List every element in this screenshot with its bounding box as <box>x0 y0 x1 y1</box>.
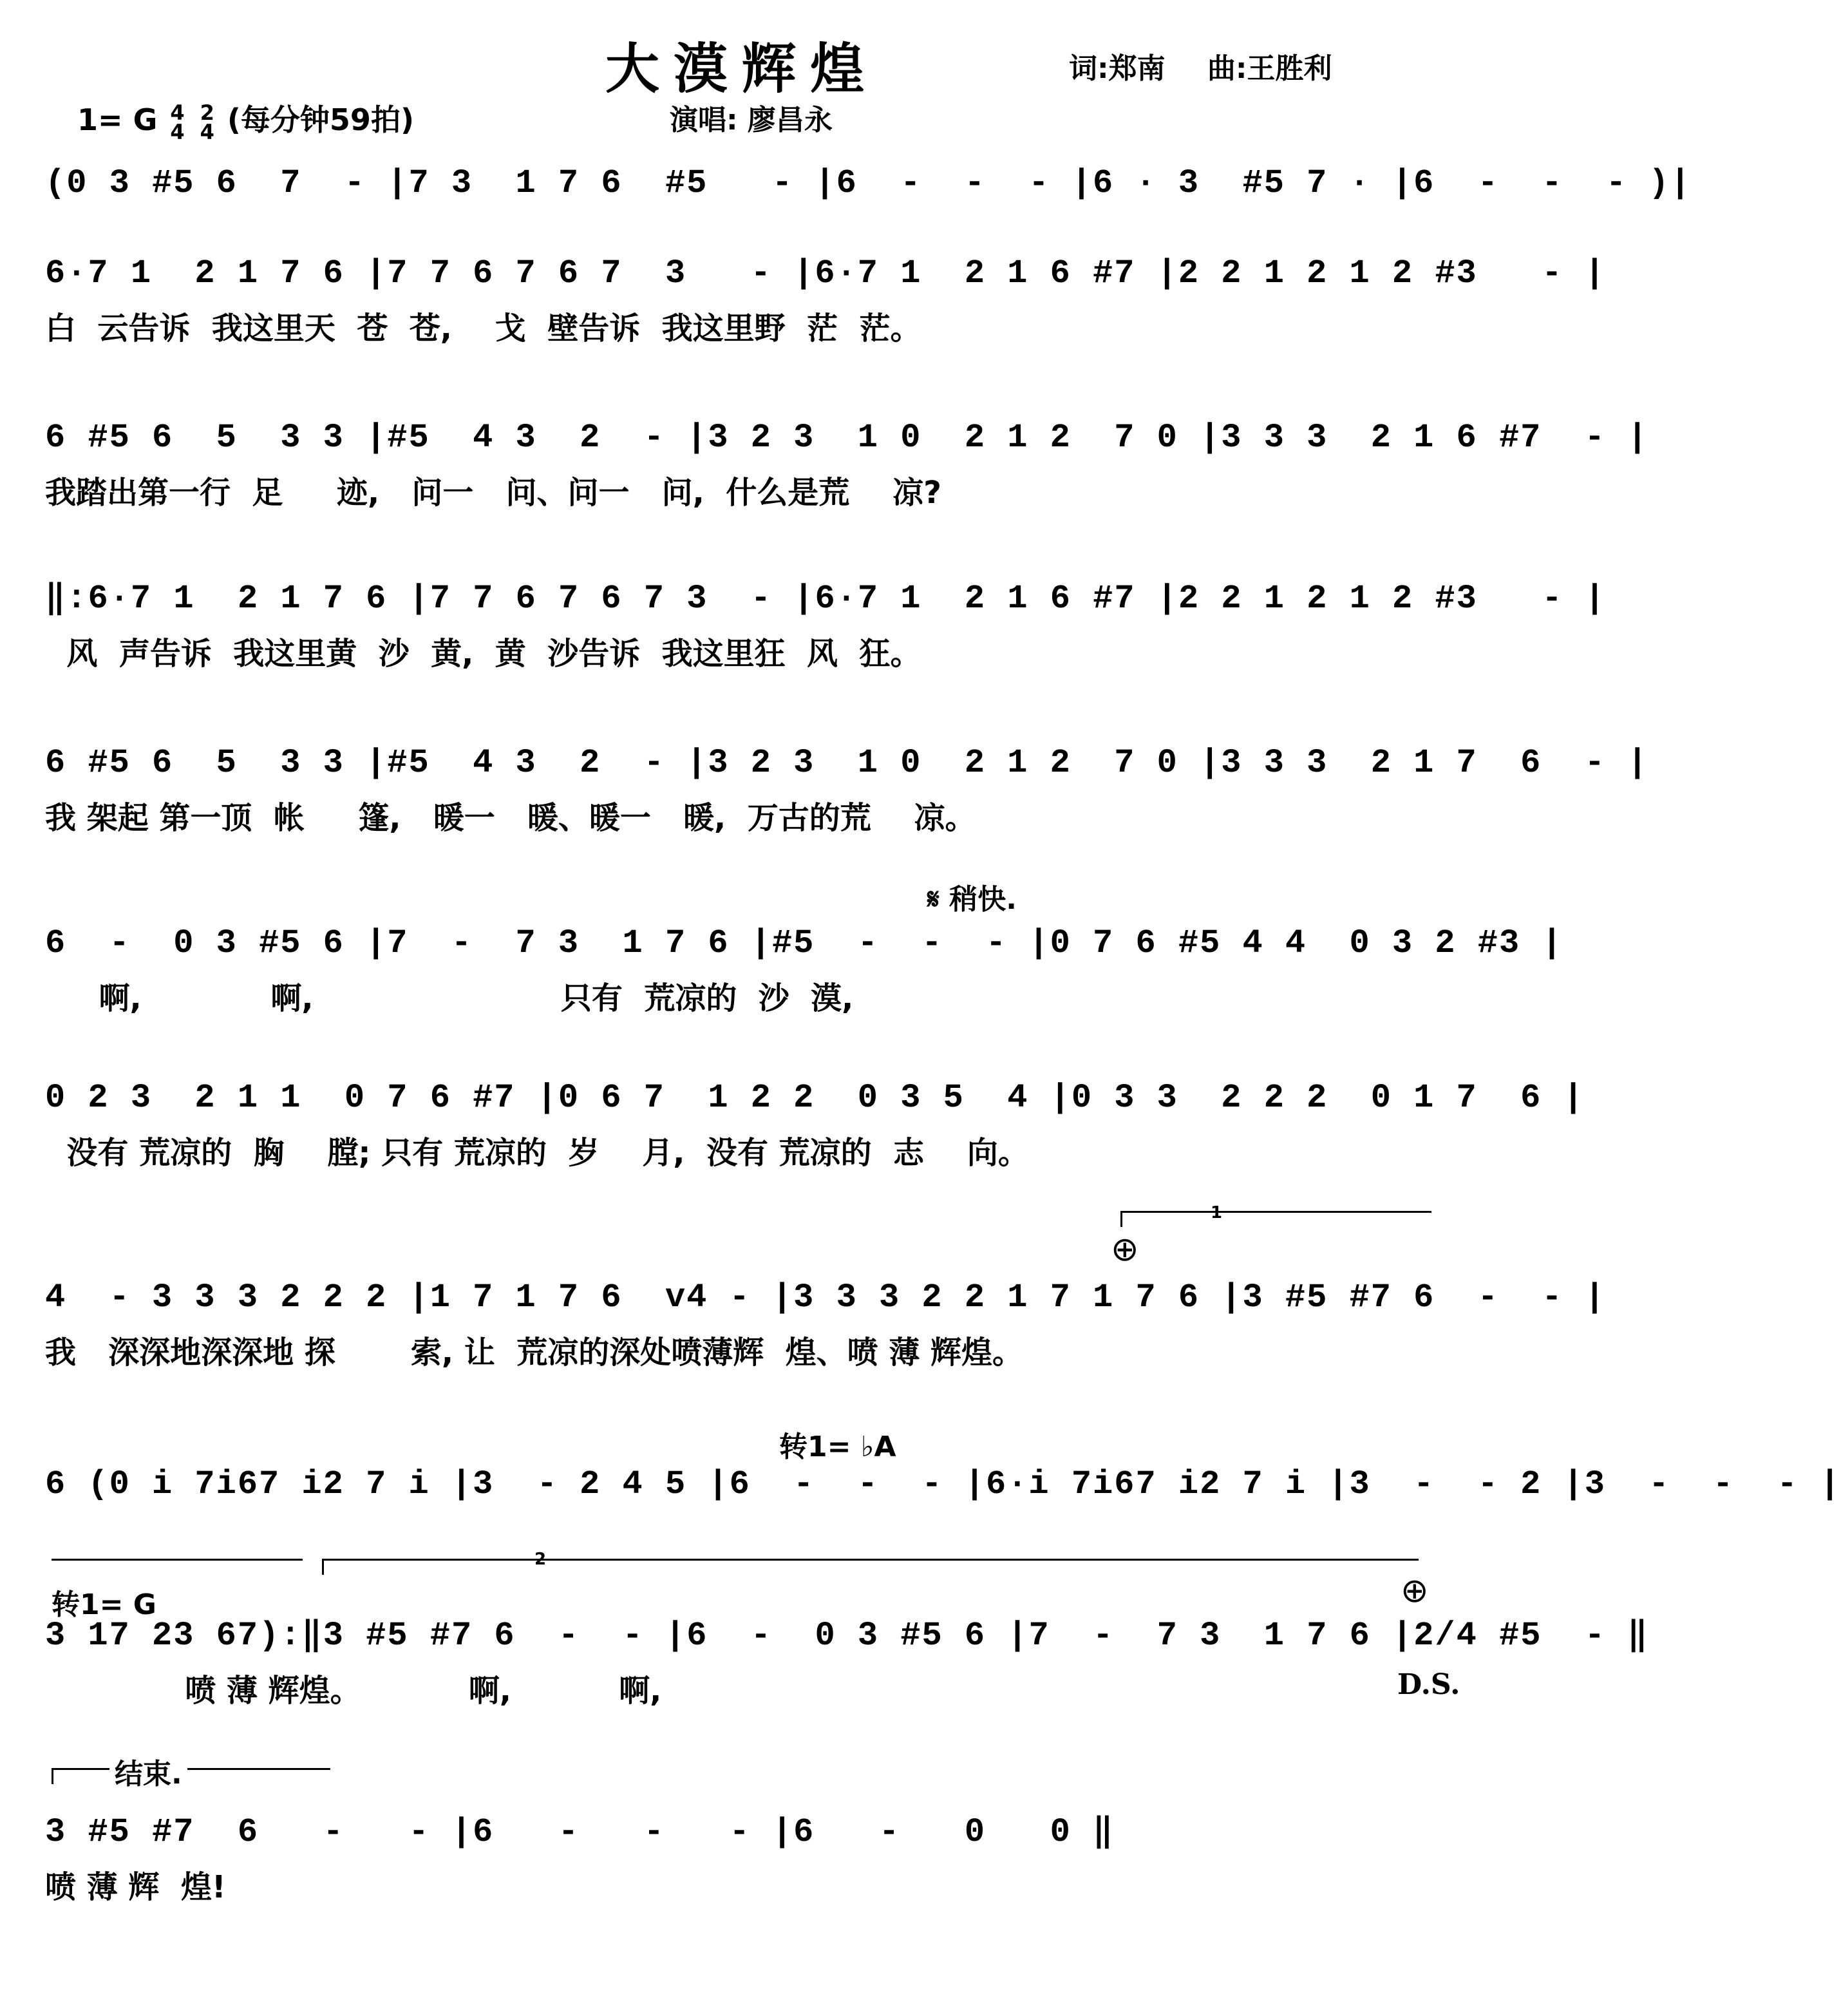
lyric-line: 没有 荒凉的 胸 膛; 只有 荒凉的 岁 月, 没有 荒凉的 志 向。 <box>45 1135 1029 1171</box>
segno-tempo-mark: 𝄋 稍快. <box>927 883 1017 916</box>
score-row-9 <box>45 1462 1841 1520</box>
notes-line: 3 17 23 67):‖3 #5 #7 6 - - |6 - 0 3 #5 6 |7 - 7 3 1 7 6 |2/4 #5 - ‖ <box>45 1617 1649 1655</box>
modulation-g: 转1= G <box>52 1588 156 1621</box>
score-row-11 <box>45 1810 1436 1905</box>
volta-1-continuation <box>52 1559 303 1561</box>
score-row-1 <box>45 161 1692 219</box>
notes-line: 3 #5 #7 6 - - |6 - - - |6 - 0 0 ‖ <box>45 1813 1115 1851</box>
ts1-top: 4 <box>170 100 185 125</box>
key-label: 1= G <box>77 102 158 137</box>
ds-mark: D.S. <box>1397 1668 1460 1701</box>
lyric-line: 我踏出第一行 足 迹, 问一 问、问一 问, 什么是荒 凉? <box>45 475 941 511</box>
coda-symbol: ⊕ <box>1111 1230 1139 1269</box>
score-row-6 <box>45 921 1563 1016</box>
notes-line: 6·7 1 2 1 7 6 |7 7 6 7 6 7 3 - |6·7 1 2 1 6 #7 |2 2 1 2 1 2 #3 - | <box>45 254 1606 292</box>
ts1-bottom: 4 <box>170 119 185 144</box>
modulation-ab: 转1= ♭A <box>779 1431 896 1463</box>
score-row-5 <box>45 741 1649 836</box>
lyric-line: 喷 薄 辉 煌! <box>45 1869 226 1905</box>
lyric-line: 风 声告诉 我这里黄 沙 黄, 黄 沙告诉 我这里狂 风 狂。 <box>45 636 921 672</box>
ts2-bottom: 4 <box>200 119 214 144</box>
time-signature-1 <box>170 100 185 144</box>
volta-2-bracket <box>322 1559 1419 1575</box>
notes-line: 0 2 3 2 1 1 0 7 6 #7 |0 6 7 1 2 2 0 3 5 4 |0 3 3 2 2 2 0 1 7 6 | <box>45 1079 1585 1117</box>
score-row-8 <box>45 1275 1606 1371</box>
song-title: 大漠辉煌 <box>605 37 879 100</box>
notes-line: 4 - 3 3 3 2 2 2 |1 7 1 7 6 v4 - |3 3 3 2 2 1 7 1 7 6 |3 #5 #7 6 - - | <box>45 1279 1606 1317</box>
notes-line: ‖:6·7 1 2 1 7 6 |7 7 6 7 6 7 3 - |6·7 1 2 1 6 #7 |2 2 1 2 1 2 #3 - | <box>45 580 1607 618</box>
ending-bracket <box>52 1768 330 1784</box>
singer: 演唱: 廖昌永 <box>670 104 833 137</box>
volta-1-number: 1 <box>1211 1203 1223 1222</box>
notes-line: (0 3 #5 6 7 - |7 3 1 7 6 #5 - |6 - - - |6 · 3 #5 7 · |6 - - - )| <box>45 164 1692 202</box>
score-row-7 <box>45 1076 1585 1171</box>
score-row-2 <box>45 251 1606 347</box>
lyricist: 词:郑南 <box>1069 52 1166 85</box>
notes-line: 6 - 0 3 #5 6 |7 - 7 3 1 7 6 |#5 - - - |0 7 6 #5 4 4 0 3 2 #3 | <box>45 924 1563 962</box>
composer: 曲:王胜利 <box>1207 52 1332 85</box>
score-row-4 <box>45 576 1607 672</box>
ending-label: 结束. <box>109 1751 187 1792</box>
time-signature-2 <box>200 100 214 144</box>
volta-1-bracket <box>1120 1211 1431 1227</box>
tempo: (每分钟59拍) <box>227 102 414 137</box>
lyric-line: 白 云告诉 我这里天 苍 苍, 戈 壁告诉 我这里野 茫 茫。 <box>45 310 921 347</box>
lyric-line: 我 深深地深深地 探 索, 让 荒凉的深处喷薄辉 煌、喷 薄 辉煌。 <box>45 1335 1024 1371</box>
score-row-3 <box>45 415 1649 511</box>
credits <box>1069 45 1364 86</box>
volta-2-number: 2 <box>534 1550 547 1569</box>
notes-line: 6 (0 i 7i67 i2 7 i |3 - 2 4 5 |6 - - - |6·i 7i67 i2 7 i |3 - - 2 |3 - - - | <box>45 1465 1841 1503</box>
lyric-line: 喷 薄 辉煌。 啊, 啊, <box>45 1673 662 1709</box>
coda-symbol-2: ⊕ <box>1401 1572 1429 1610</box>
notes-line: 6 #5 6 5 3 3 |#5 4 3 2 - |3 2 3 1 0 2 1 2 7 0 |3 3 3 2 1 7 6 - | <box>45 744 1649 782</box>
notes-line: 6 #5 6 5 3 3 |#5 4 3 2 - |3 2 3 1 0 2 1 2 7 0 |3 3 3 2 1 6 #7 - | <box>45 419 1649 457</box>
ts2-top: 2 <box>200 100 214 125</box>
lyric-line: 我 架起 第一顶 帐 篷, 暖一 暖、暖一 暖, 万古的荒 凉。 <box>45 800 976 836</box>
key-signature <box>77 97 414 142</box>
lyric-line: 啊, 啊, 只有 荒凉的 沙 漠, <box>45 980 854 1016</box>
